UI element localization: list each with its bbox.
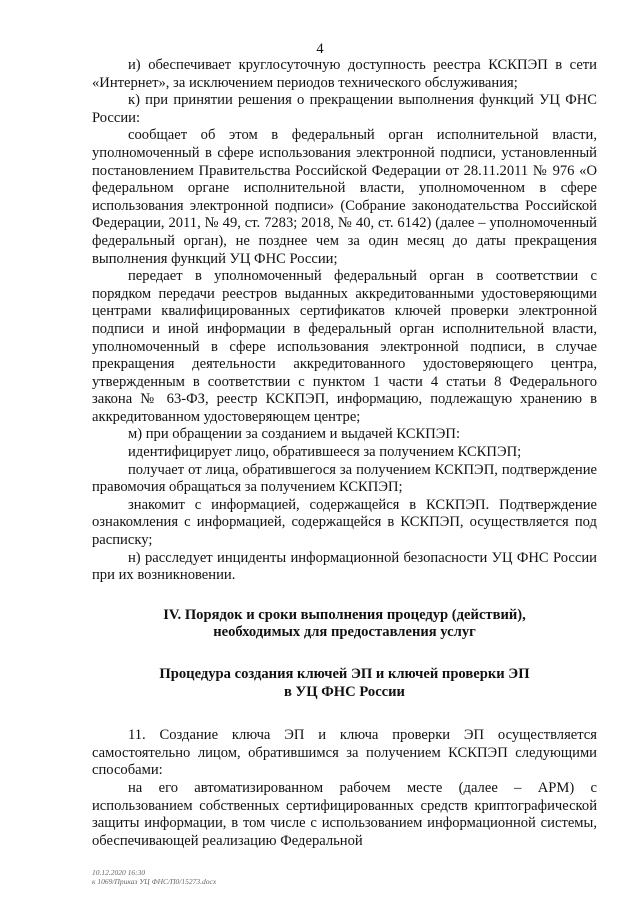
paragraph: и) обеспечивает круглосуточную доступность реестра КСКПЭП в сети «Интернет», за исключением периодов технического обслуживания; (92, 57, 597, 91)
paragraph: 11. Создание ключа ЭП и ключа проверки ЭП осуществляется самостоятельно лицом, обратившимся за получением КСКПЭП следующими способами: (92, 727, 597, 779)
paragraph: передает в уполномоченный федеральный орган в соответствии с порядком передачи реестров выданных аккредитованными удостоверяющими центрами квалифицированных сертификатов ключей проверки электронной подписи и иной информации в федеральный орган исполнительной власти, уполномоченный в сфере использования электронной подписи, в случае прекращения деятельности аккредитованного удостоверяющего центра, утвержденным в соответствии с пунктом 1 части 4 статьи 8 Федерального закона № 63-ФЗ, реестр КСКПЭП, информацию, подлежащую хранению в аккредитованном удостоверяющем центре; (92, 268, 597, 425)
paragraph: сообщает об этом в федеральный орган исполнительной власти, уполномоченный в сфере использования электронной подписи, установленный постановлением Правительства Российской Федерации от 28.11.2011 № 976 «О федеральном органе исполнительной власти, уполномоченном в сфере использования электронной подписи» (Собрание законодательства Российской Федерации, 2011, № 49, ст. 7283; 2018, № 40, ст. 6142) (далее – уполномоченный федеральный орган), не позднее чем за один месяц до даты прекращения выполнения функций УЦ ФНС России; (92, 127, 597, 267)
paragraph: идентифицирует лицо, обратившееся за получением КСКПЭП; (128, 444, 522, 461)
paragraph: м) при обращении за созданием и выдачей КСКПЭП: (128, 426, 461, 443)
page-number: 4 (316, 41, 324, 57)
subsection-heading-line: в УЦ ФНС России (284, 683, 405, 700)
footer-line: к 1069/Приказ УЦ ФНС/П0/15273.docx (92, 877, 217, 886)
paragraph: знакомит с информацией, содержащейся в КСКПЭП. Подтверждение ознакомления с информацией, содержащейся в КСКПЭП, осуществляется под расписку; (92, 496, 597, 549)
paragraph: получает от лица, обратившегося за получением КСКПЭП, подтверждение правомочия обращаться за получением КСКПЭП; (92, 461, 597, 496)
paragraph: к) при принятии решения о прекращении выполнения функций УЦ ФНС России: (92, 92, 597, 126)
section-heading-line: IV. Порядок и сроки выполнения процедур (действий), (163, 606, 526, 623)
footer-stamp (92, 868, 216, 886)
paragraph: н) расследует инциденты информационной безопасности УЦ ФНС России при их возникновении. (92, 549, 597, 584)
section-heading-line: необходимых для предоставления услуг (213, 624, 476, 641)
subsection-heading-line: Процедура создания ключей ЭП и ключей проверки ЭП (159, 666, 530, 682)
paragraph: на его автоматизированном рабочем месте (далее – АРМ) с использованием собственных сертифицированных средств криптографической защиты информации, в том числе с использованием информационной системы, обеспечивающей реализацию Федеральной (92, 779, 597, 849)
document-body (92, 57, 597, 850)
footer-line: 10.12.2020 16:30 (92, 868, 146, 877)
